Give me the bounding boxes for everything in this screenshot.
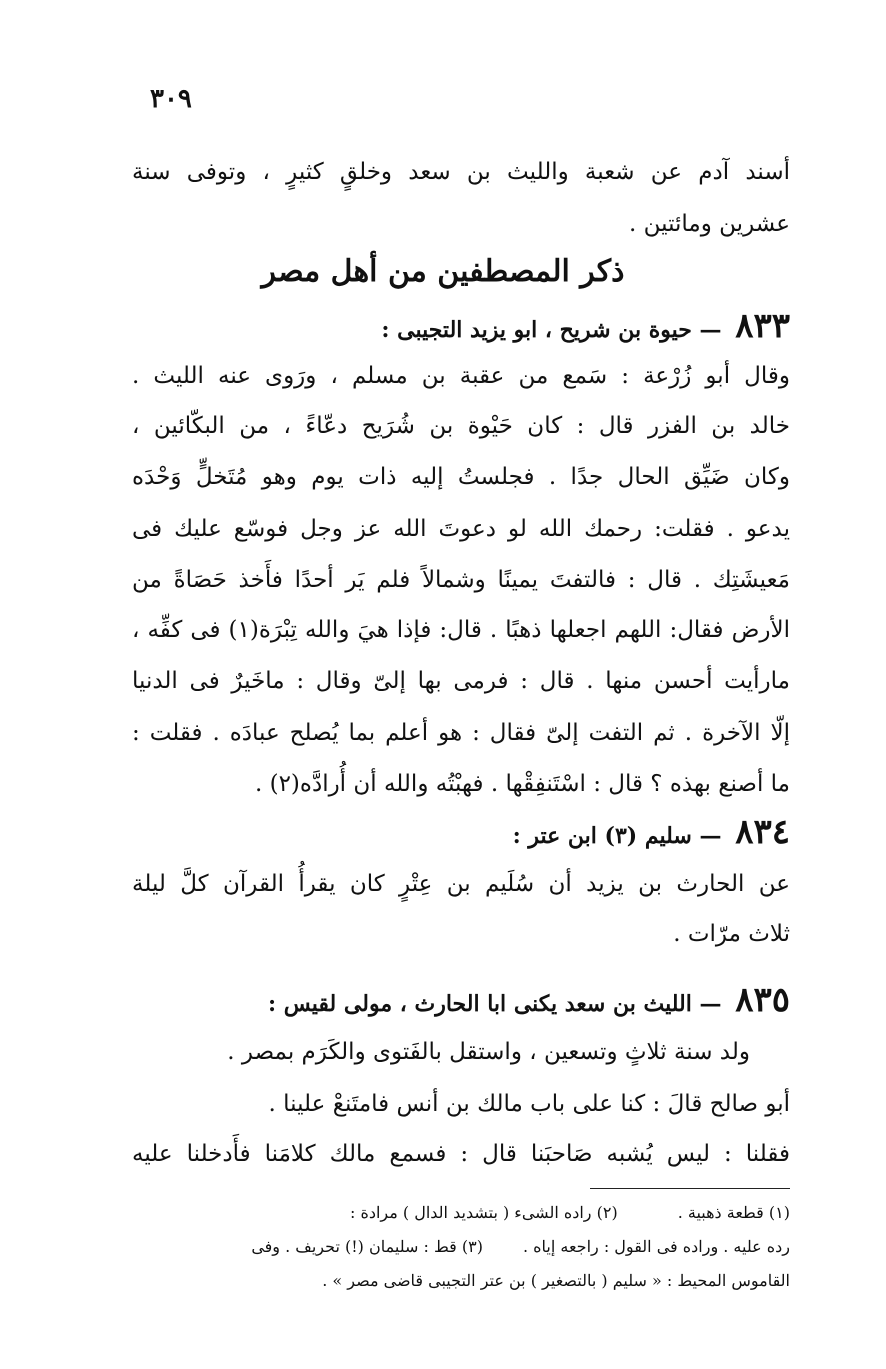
entry-835-heading xyxy=(132,980,790,1024)
entry-834-heading xyxy=(132,812,790,856)
section-heading: ذكر المصطفين من أهل مصر xyxy=(261,254,625,289)
entry-833-heading xyxy=(132,306,790,350)
page-number: ٣٠٩ xyxy=(150,84,192,114)
intro-line-2: عشرين ومائتين . xyxy=(629,211,790,237)
entry-number: ٨٣٣ xyxy=(735,306,790,346)
intro-line-1: أسند آدم عن شعبة والليث بن سعد وخلقٍ كثيرٍ ، وتوفى سنة xyxy=(132,159,790,185)
body-line: خالد بن الفزر قال : كان حَيْوة بن شُرَيح دعّاءً ، من البكّائين ، xyxy=(132,413,790,439)
body-line: يدعو . فقلت: رحمك الله لو دعوتَ الله عز وجل فوسّع عليك فى xyxy=(132,516,790,542)
body-line: ما أصنع بهذه ؟ قال : اسْتَنفِقْها . فهبْتُه والله أن أُرادَّه(٢) . xyxy=(254,771,790,797)
entry-title: — الليث بن سعد يكنى ابا الحارث ، مولى لقيس : xyxy=(267,991,722,1017)
body-line: الأرض فقال: اللهم اجعلها ذهبًا . قال: فإذا هيَ والله تِبْرَة(١) فى كفِّه ، xyxy=(132,617,790,643)
entry-number: ٨٣٥ xyxy=(735,980,790,1020)
body-line: وكان ضَيِّق الحال جدًا . فجلستُ إليه ذات يوم وهو مُتَخلٍّ وَحْدَه xyxy=(132,464,790,490)
footnote-line-3: القاموس المحيط : « سليم ( بالتصغير ) بن عتر التجيبى قاضى مصر » . xyxy=(322,1271,790,1290)
footnote-2-cont: رده عليه . وراده فى القول : راجعه إياه . xyxy=(522,1237,790,1256)
footnote-2: (٢) راده الشىء ( بتشديد الدال ) مرادة : xyxy=(349,1203,618,1222)
body-line: فقلنا : ليس يُشبه صَاحبَنا قال : فسمع مالك كلامَنا فأَدخلنا عليه xyxy=(132,1141,790,1167)
body-line: ثلاث مرّات . xyxy=(673,921,790,947)
body-line: وقال أبو زُرْعة : سَمع من عقبة بن مسلم ، ورَوى عنه الليث . xyxy=(132,363,790,389)
footnote-1: (١) قطعة ذهبية . xyxy=(677,1203,790,1222)
footnote-line-2 xyxy=(132,1234,790,1260)
entry-number: ٨٣٤ xyxy=(735,812,790,852)
body-line: مارأيت أحسن منها . قال : فرمى بها إلىّ وقال : ماخَيرٌ فى الدنيا xyxy=(132,668,790,694)
footnote-divider xyxy=(590,1188,790,1189)
footnote-line-1 xyxy=(132,1200,790,1226)
entry-title: — حيوة بن شريح ، ابو يزيد التجيبى : xyxy=(381,317,722,343)
body-line: مَعيشَتِك . قال : فالتفتَ يمينًا وشمالاً فلم يَر أحدًا فأَخذ حَصَاةً من xyxy=(132,567,790,593)
body-line: ولد سنة ثلاثٍ وتسعين ، واستقل بالفَتوى والكَرَم بمصر . xyxy=(227,1039,750,1065)
footnote-3: (٣) قط : سليمان (!) تحريف . وفى xyxy=(251,1237,483,1256)
body-line: أبو صالح قالَ : كنا على باب مالك بن أنس فامتَنعْ علينا . xyxy=(268,1091,790,1117)
body-line: عن الحارث بن يزيد أن سُلَيم بن عِتْرٍ كان يقرأُ القرآن كلَّ ليلة xyxy=(132,871,790,897)
body-line: إلّا الآخرة . ثم التفت إلىّ فقال : هو أعلم بما يُصلح عبادَه . فقلت : xyxy=(132,720,790,746)
entry-title: — سليم (٣) ابن عتر : xyxy=(512,823,722,849)
